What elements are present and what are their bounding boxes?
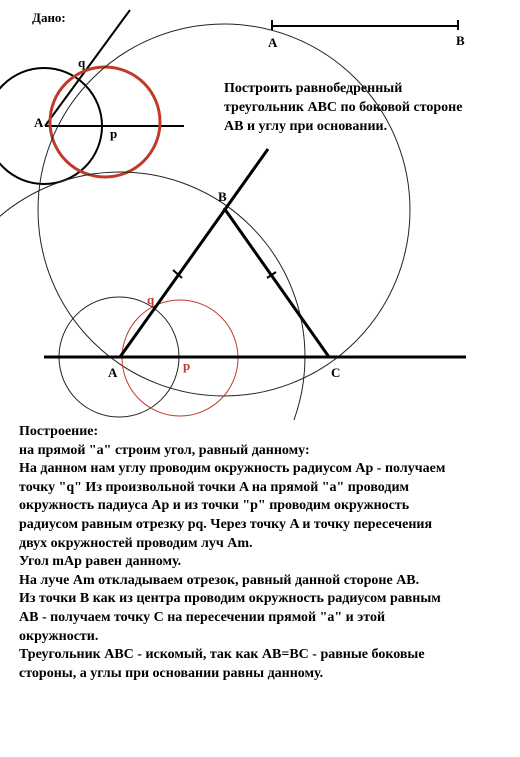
given-angle-label-q: q <box>78 55 86 70</box>
label-c: C <box>331 365 341 380</box>
task-statement <box>224 79 514 136</box>
construction-line: на прямой "a" строим угол, равный данному: <box>19 442 310 458</box>
construction-line: точку "q" Из произвольной точки A на прямой "a" проводим <box>19 479 410 495</box>
given-angle-label-p: p <box>110 126 118 141</box>
construction-line: двух окружностей проводим луч Am. <box>19 535 253 551</box>
construction-line: AB - получаем точку C на пересечении прямой "a" и этой <box>19 609 386 625</box>
construction-line: Угол mAp равен данному. <box>19 554 182 570</box>
construction-line: Из точки B как из центра проводим окружность радиусом равным <box>19 591 441 607</box>
construction-line: На луче Am откладываем отрезок, равный данной стороне AB. <box>19 572 420 588</box>
given-segment-label-a: A <box>268 35 278 50</box>
task-line: AB и углу при основании. <box>224 119 388 134</box>
label-q: q <box>147 292 155 307</box>
given-angle-label-a: A <box>34 115 44 130</box>
given-segment-label-b: B <box>456 33 465 48</box>
construction-line: окружность падиуса Ap и из точки "p" проводим окружность <box>19 498 410 514</box>
label-a: A <box>108 365 118 380</box>
construction-line: Треугольник ABC - искомый, так как AB=BC - равные боковые <box>19 647 425 663</box>
construction-line: радиусом равным отрезку pq. Через точку A и точку пересечения <box>19 516 433 532</box>
task-line: Построить равнобедренный <box>224 81 403 96</box>
given-angle-red-circle <box>50 67 160 177</box>
construction-line: На данном нам углу проводим окружность радиусом Ap - получаем <box>19 461 446 477</box>
construction-line: окружности. <box>19 628 99 644</box>
label-b: B <box>218 189 227 204</box>
given-title: Дано: <box>32 10 66 25</box>
construction-heading: Построение: <box>19 424 99 439</box>
side-bc <box>224 208 329 357</box>
task-line: треугольник ABC по боковой стороне <box>224 100 463 115</box>
ray-am <box>120 149 268 357</box>
construction-description <box>19 423 514 683</box>
construction-line: стороны, а углы при основании равны данному. <box>19 665 324 681</box>
label-p: p <box>183 358 191 373</box>
